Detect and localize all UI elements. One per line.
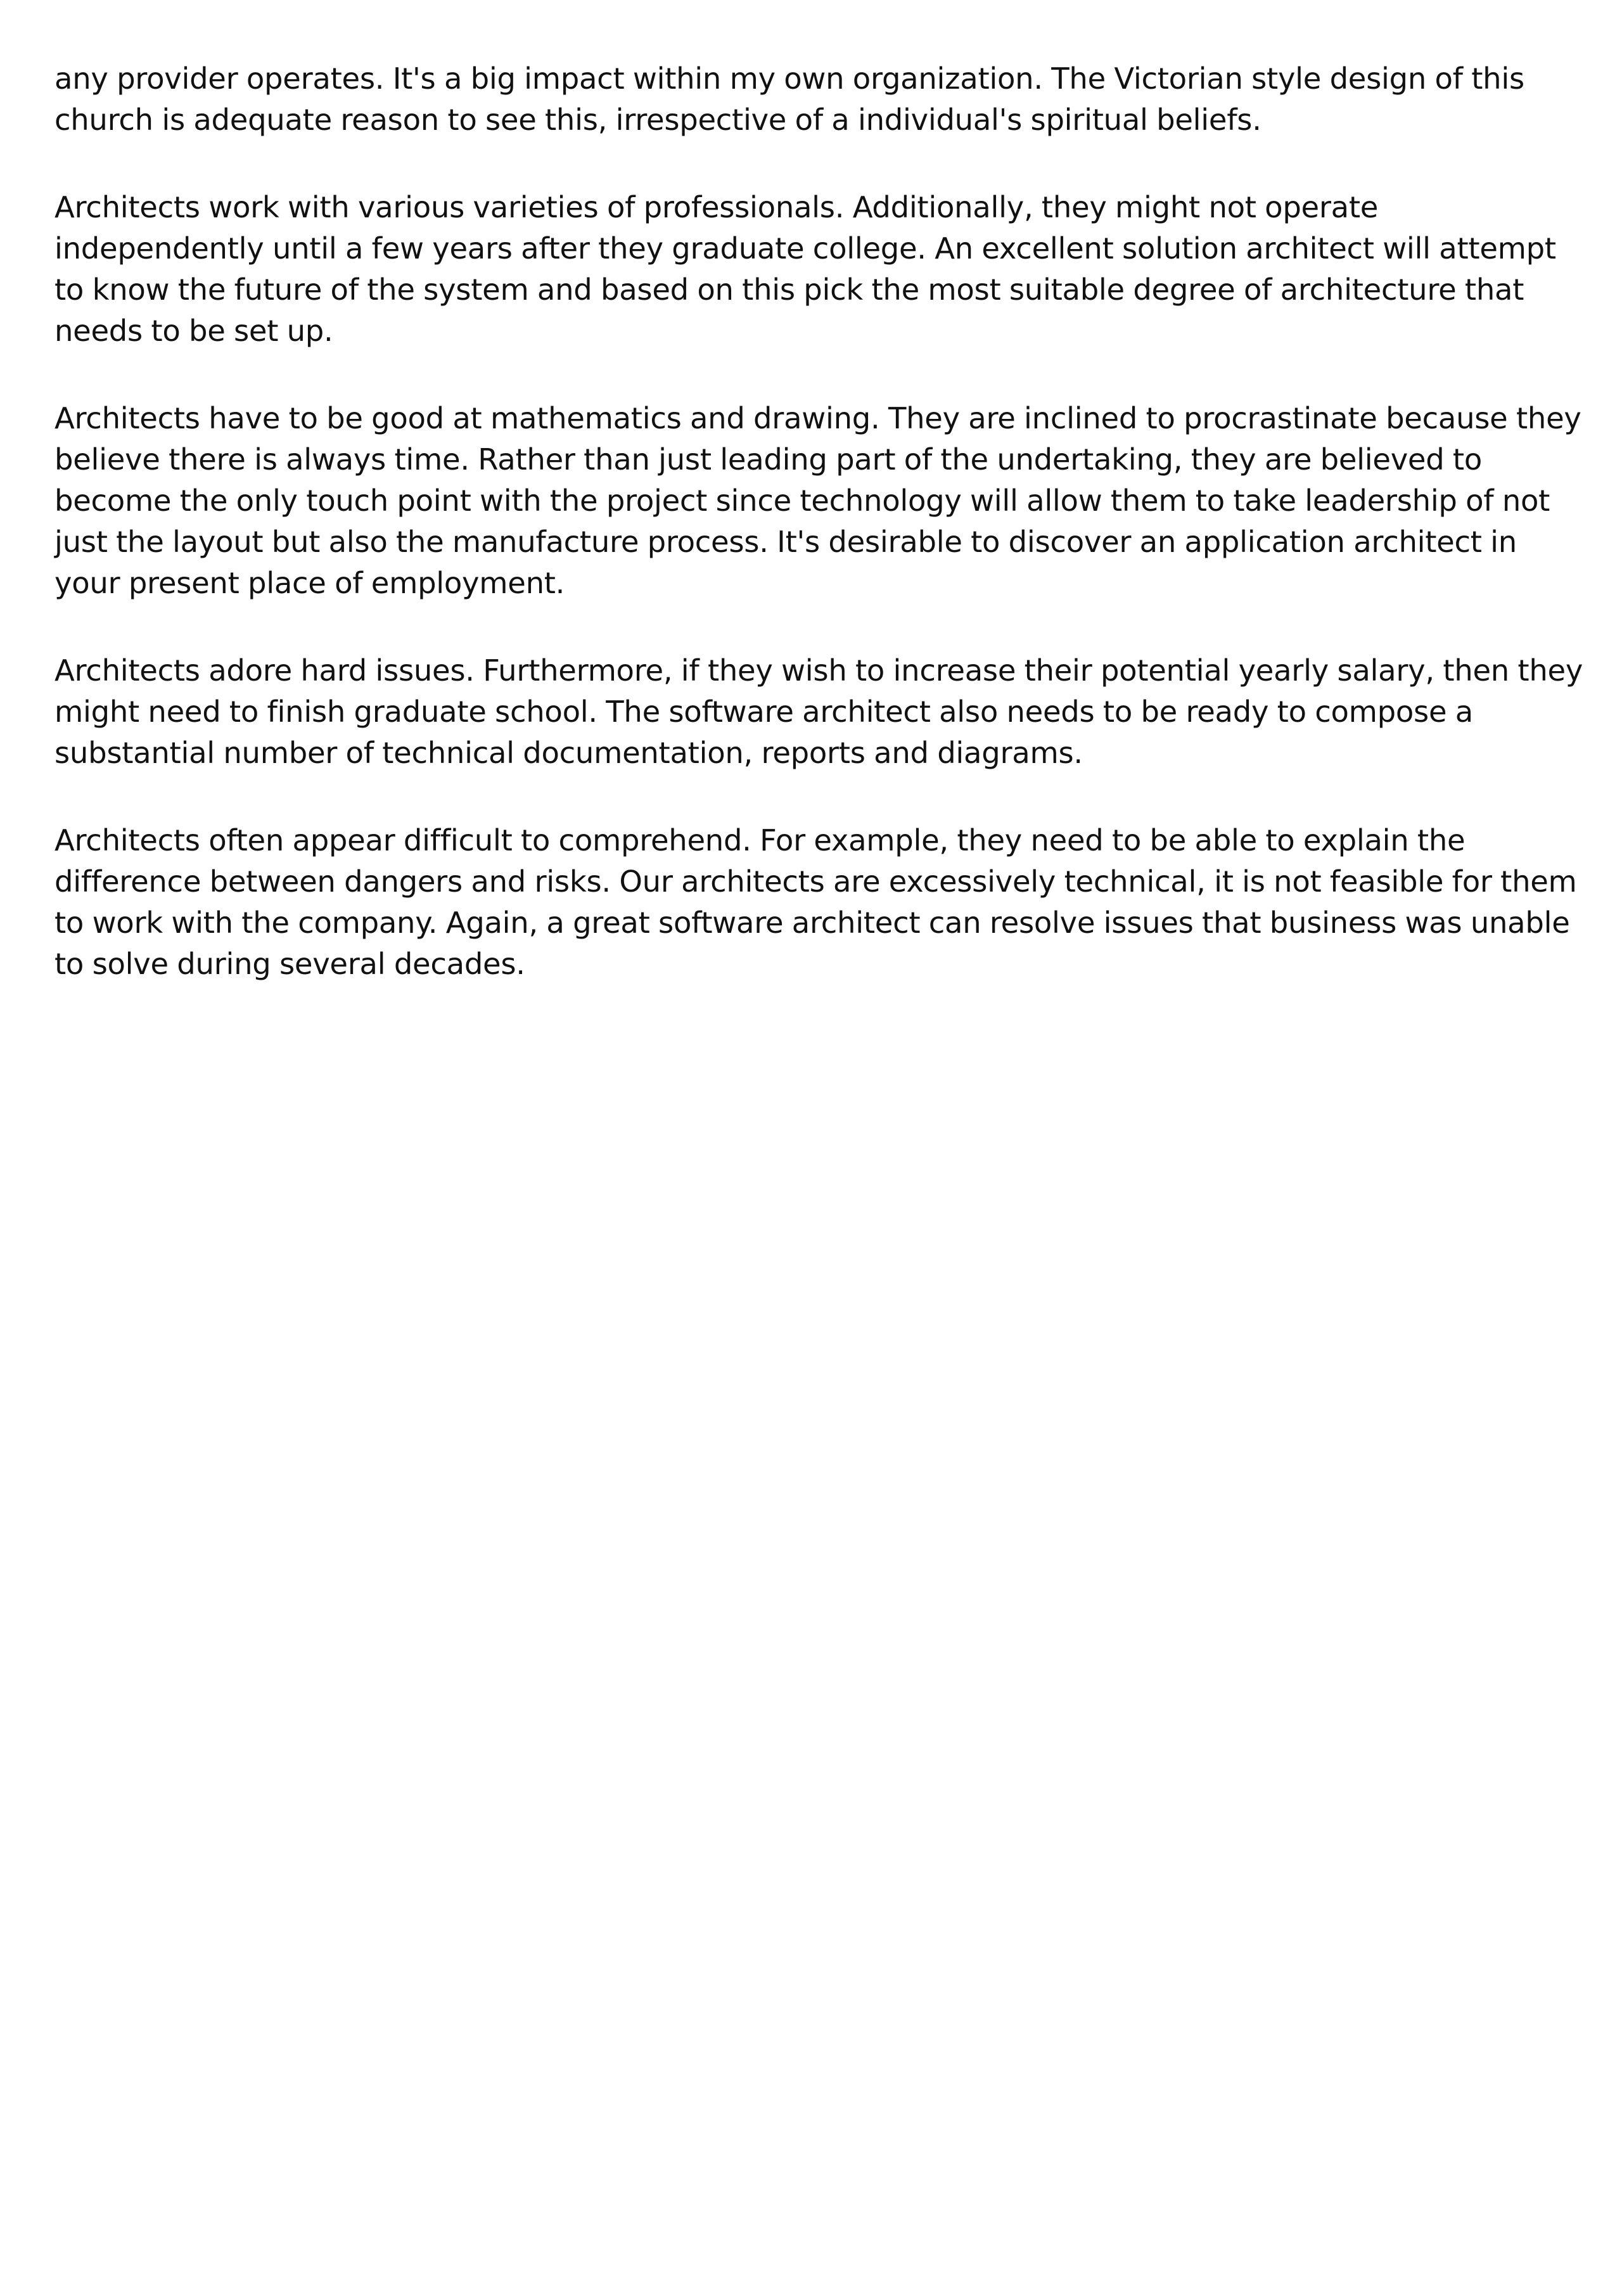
paragraph-1: any provider operates. It's a big impact within my own organization. The Victorian style design of this church is adequate reason to see this, irrespective of a individual's spiritual beliefs. <box>54 61 1524 137</box>
paragraph-2: Architects work with various varieties of professionals. Additionally, they might not operate independently until a few years after they graduate college. An excellent solution architect will attempt to know the future of the system and based on this pick the most suitable degree of architecture that needs to be set up. <box>54 190 1556 348</box>
document-body <box>54 58 1588 1031</box>
paragraph-3: Architects have to be good at mathematics and drawing. They are inclined to procrastinate because they believe there is always time. Rather than just leading part of the undertaking, they are believed to become the only touch point with the project since technology will allow them to take leadership of not just the layout but also the manufacture process. It's desirable to discover an application architect in your present place of employment. <box>54 401 1581 600</box>
paragraph-5: Architects often appear difficult to comprehend. For example, they need to be able to explain the difference between dangers and risks. Our architects are excessively technical, it is not feasible for them to work with the company. Again, a great software architect can resolve issues that business was unable to solve during several decades. <box>54 823 1577 981</box>
paragraph-4: Architects adore hard issues. Furthermore, if they wish to increase their potential yearly salary, then they might need to finish graduate school. The software architect also needs to be ready to compose a substantial number of technical documentation, reports and diagrams. <box>54 653 1583 770</box>
